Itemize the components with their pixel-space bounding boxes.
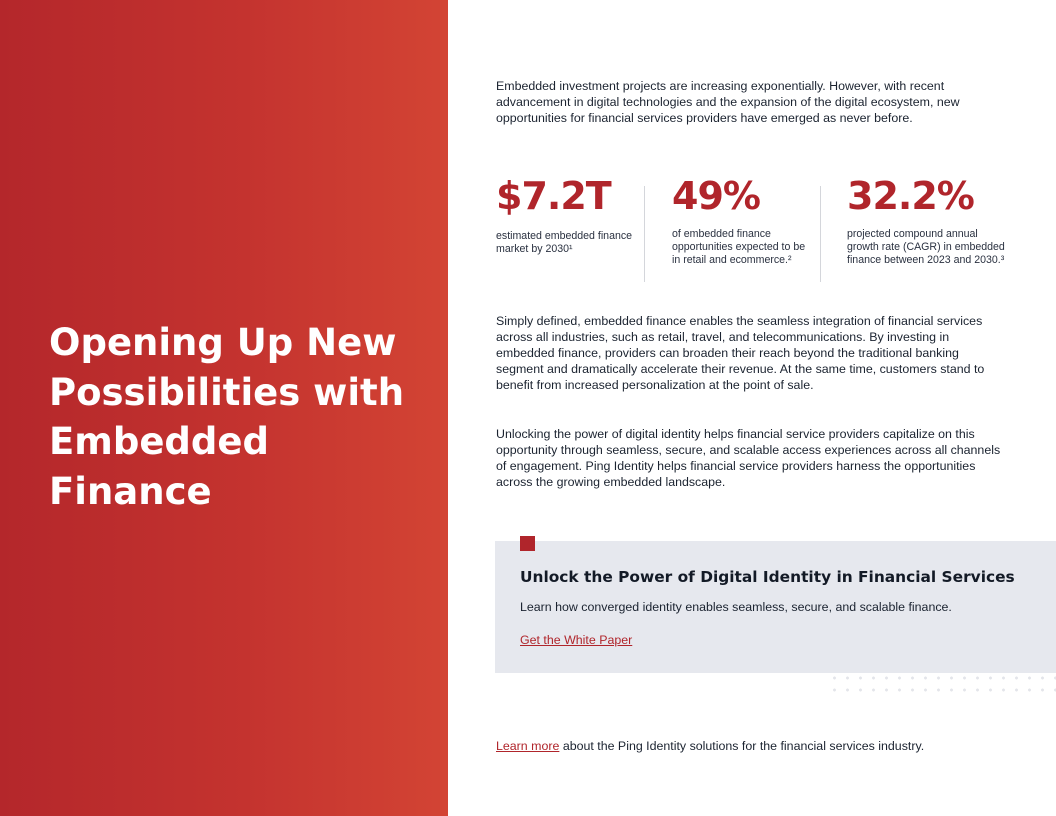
stat-divider — [644, 186, 645, 282]
stat-value: $7.2T — [496, 174, 611, 218]
body-paragraph-definition: Simply defined, embedded finance enables the seamless integration of financial services across all industries, such as retail, travel, and telecommunications. By investing in embedded finance, providers can broaden their reach beyond the traditional banking segment and dramatically accelerate their revenue. At the same time, customers stand to benefit from increased personalization at the point of sale. — [496, 314, 985, 392]
learn-more-link[interactable]: Learn more — [496, 739, 560, 753]
stat-caption: estimated embedded finance market by 2030¹ — [496, 230, 633, 256]
white-paper-link[interactable]: Get the White Paper — [520, 633, 633, 647]
stat-caption: projected compound annual growth rate (CAGR) in embedded finance between 2023 and 2030.³ — [847, 228, 1005, 267]
intro-paragraph: Embedded investment projects are increasing exponentially. However, with recent advancement in digital technologies and the expansion of the digital ecosystem, new opportunities for financial services providers have emerged as never before. — [496, 79, 960, 125]
page-title: Opening Up New Possibilities with Embedded Finance — [49, 321, 405, 513]
callout-heading: Unlock the Power of Digital Identity in Financial Services — [520, 568, 1015, 586]
footer-text: about the Ping Identity solutions for the financial services industry. — [559, 739, 925, 753]
decorative-dot-grid — [828, 672, 1056, 694]
body-paragraph-digital-identity: Unlocking the power of digital identity helps financial service providers capitalize on this opportunity through seamless, secure, and scalable access experiences across all channels of engagement. Ping Identity helps financial service providers harness the opportunities across the growing embedded landscape. — [496, 427, 1001, 489]
accent-square-icon — [520, 536, 535, 551]
stat-value: 32.2% — [847, 174, 974, 218]
stat-divider — [820, 186, 821, 282]
stat-value: 49% — [672, 174, 760, 218]
stat-caption: of embedded finance opportunities expected to be in retail and ecommerce.² — [672, 228, 806, 267]
callout-text: Learn how converged identity enables seamless, secure, and scalable finance. — [520, 600, 952, 614]
footer-paragraph — [496, 738, 926, 754]
stat-retail-share — [672, 172, 812, 268]
left-hero-panel — [0, 0, 448, 816]
stat-cagr — [847, 172, 1007, 268]
stat-market-size — [496, 172, 636, 256]
